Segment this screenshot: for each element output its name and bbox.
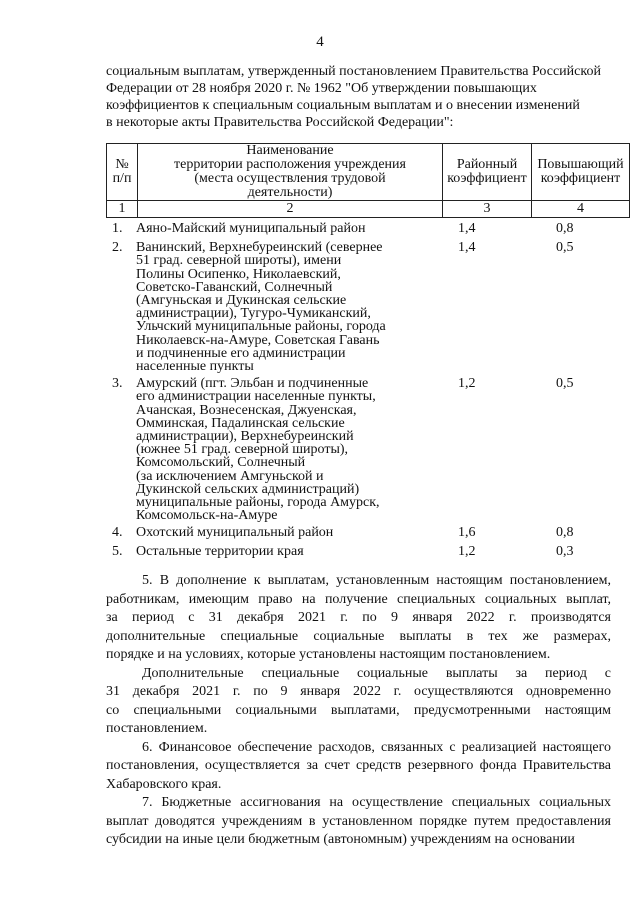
territory-name-line: муниципальные районы, города Амурск, (136, 495, 380, 511)
territory-name-line: его администрации населенные пункты, (136, 389, 376, 405)
paragraph-line: постановления, осуществляется за счет средств резервного фонда Правительства (106, 758, 611, 773)
territory-name (136, 241, 406, 373)
column-number-3: 3 (443, 201, 532, 218)
district-coefficient: 1,4 (458, 240, 476, 256)
territory-name-line: населенные пункты (136, 359, 254, 375)
paragraph-line: работникам, имеющим право на получение специальных социальных выплат, (106, 591, 611, 607)
header-line: Районный (456, 157, 518, 172)
territory-name-line: (за исключением Амгуньской и (136, 468, 324, 484)
paragraph-line: порядке и на условиях, которые установлены настоящим постановлением. (106, 647, 551, 662)
header-line: территории расположения учреждения (174, 157, 406, 172)
header-line: Повышающий (537, 157, 624, 172)
header-line: № (115, 157, 129, 172)
increasing-coefficient: 0,3 (556, 543, 574, 559)
header-increasing-coefficient (532, 144, 630, 201)
intro-line: Федерации от 28 ноября 2020 г. № 1962 "Об утверждении повышающих (106, 81, 537, 96)
territory-name-line: Ульчский муниципальные районы, города (136, 319, 386, 335)
district-coefficient: 1,4 (458, 221, 476, 236)
paragraph-line: выплат доводятся учреждениям в установленном порядке путем предоставления (106, 813, 611, 829)
territory-name-line: Остальные территории края (136, 543, 304, 559)
paragraph-line: 5. В дополнение к выплатам, установленным настоящим постановлением, (142, 573, 611, 588)
territory-name-line: Комсомольск-на-Амуре (136, 508, 278, 524)
territory-name (136, 222, 406, 235)
increasing-coefficient: 0,8 (556, 525, 574, 541)
territory-name-line: Николаевск-на-Амуре, Советская Гавань (136, 332, 380, 348)
paragraph-line: субсидии на иные цели бюджетным (автономным) учреждениям на основании (106, 832, 575, 847)
paragraph-line: 6. Финансовое обеспечение расходов, связанных с реализацией настоящего (142, 739, 611, 755)
table-row (106, 241, 626, 373)
territory-name-line: Амурский (пгт. Эльбан и подчиненные (136, 376, 369, 392)
row-number: 2. (112, 240, 123, 256)
increasing-coefficient: 0,5 (556, 376, 574, 392)
header-line: коэффициент (540, 171, 621, 186)
territory-name-line: Аяно-Майский муниципальный район (136, 221, 366, 236)
paragraph-line: за период с 31 декабря 2021 г. по 9 января 2022 г. производятся (106, 610, 611, 625)
increasing-coefficient: 0,5 (556, 240, 574, 256)
header-line: (места осуществления трудовой (194, 171, 386, 186)
header-line: п/п (112, 171, 132, 186)
intro-paragraph (106, 63, 611, 131)
intro-line: в некоторые акты Правительства Российской Федерации": (106, 115, 454, 130)
body-text (106, 572, 611, 850)
territory-name-line: (южнее 51 град. северной широты), (136, 442, 349, 458)
intro-line: социальным выплатам, утвержденный постановлением Правительства Российской (106, 64, 601, 79)
table-row (106, 545, 626, 558)
territory-name-line: 51 град. северной широты), имени (136, 253, 342, 269)
district-coefficient: 1,2 (458, 543, 476, 559)
table-row (106, 526, 626, 539)
territory-name-line: Комсомольский, Солнечный (136, 455, 306, 471)
territory-name-line: администрации), Верхнебуреинский (136, 429, 354, 445)
increasing-coefficient: 0,8 (556, 221, 574, 236)
intro-line: коэффициентов к специальным социальным выплатам и о внесении изменений (106, 98, 580, 113)
district-coefficient: 1,6 (458, 525, 476, 541)
territory-name (136, 545, 406, 558)
header-line: Наименование (246, 143, 334, 158)
territory-name-line: (Амгуньская и Дукинская сельские (136, 293, 347, 309)
paragraph (106, 572, 611, 665)
territory-name-line: Ачанская, Вознесенская, Джуенская, (136, 402, 357, 418)
territory-name-line: Охотский муниципальный район (136, 525, 334, 541)
paragraph-line: 31 декабря 2021 г. по 9 января 2022 г. осуществляются одновременно (106, 684, 611, 699)
coefficients-table-header (106, 143, 630, 218)
territory-name-line: и подчиненные его администрации (136, 345, 346, 361)
header-district-coefficient (443, 144, 532, 201)
row-number: 3. (112, 376, 123, 392)
row-number: 1. (112, 221, 123, 236)
paragraph-line: дополнительные специальные социальные выплаты в тех же размерах, (106, 628, 611, 644)
header-num (107, 144, 138, 201)
header-line: коэффициент (447, 171, 527, 186)
paragraph-line: Хабаровского края. (106, 776, 222, 792)
territory-name (136, 526, 406, 539)
territory-name-line: Дукинской сельских администраций) (136, 481, 360, 497)
table-row (106, 222, 626, 235)
territory-name-line: Омминская, Падалинская сельские (136, 415, 345, 431)
paragraph-line: постановлением. (106, 721, 208, 736)
territory-name-line: Ванинский, Верхнебуреинский (севернее (136, 240, 383, 256)
paragraph-line: 7. Бюджетные ассигнования на осуществление специальных социальных (142, 795, 611, 810)
paragraph-line: со специальными социальными выплатами, предусмотренными настоящим (106, 702, 611, 718)
header-line: деятельности) (247, 185, 333, 200)
column-number-4: 4 (532, 201, 630, 218)
territory-name-line: Советско-Гаванский, Солнечный (136, 279, 333, 295)
paragraph (106, 665, 611, 739)
row-number: 5. (112, 543, 123, 559)
district-coefficient: 1,2 (458, 376, 476, 392)
territory-name-line: Полины Осипенко, Николаевский, (136, 266, 341, 282)
paragraph (106, 739, 611, 795)
row-number: 4. (112, 525, 123, 541)
page-number: 4 (316, 34, 324, 50)
territory-name (136, 377, 406, 522)
column-number-1: 1 (107, 201, 138, 218)
header-territory (138, 144, 443, 201)
table-row (106, 377, 626, 522)
paragraph (106, 794, 611, 850)
territory-name-line: администрации), Тугуро-Чумиканский, (136, 306, 371, 322)
coefficients-table-body (106, 222, 626, 558)
column-number-2: 2 (138, 201, 443, 218)
paragraph-line: Дополнительные специальные социальные выплаты за период с (142, 665, 611, 681)
